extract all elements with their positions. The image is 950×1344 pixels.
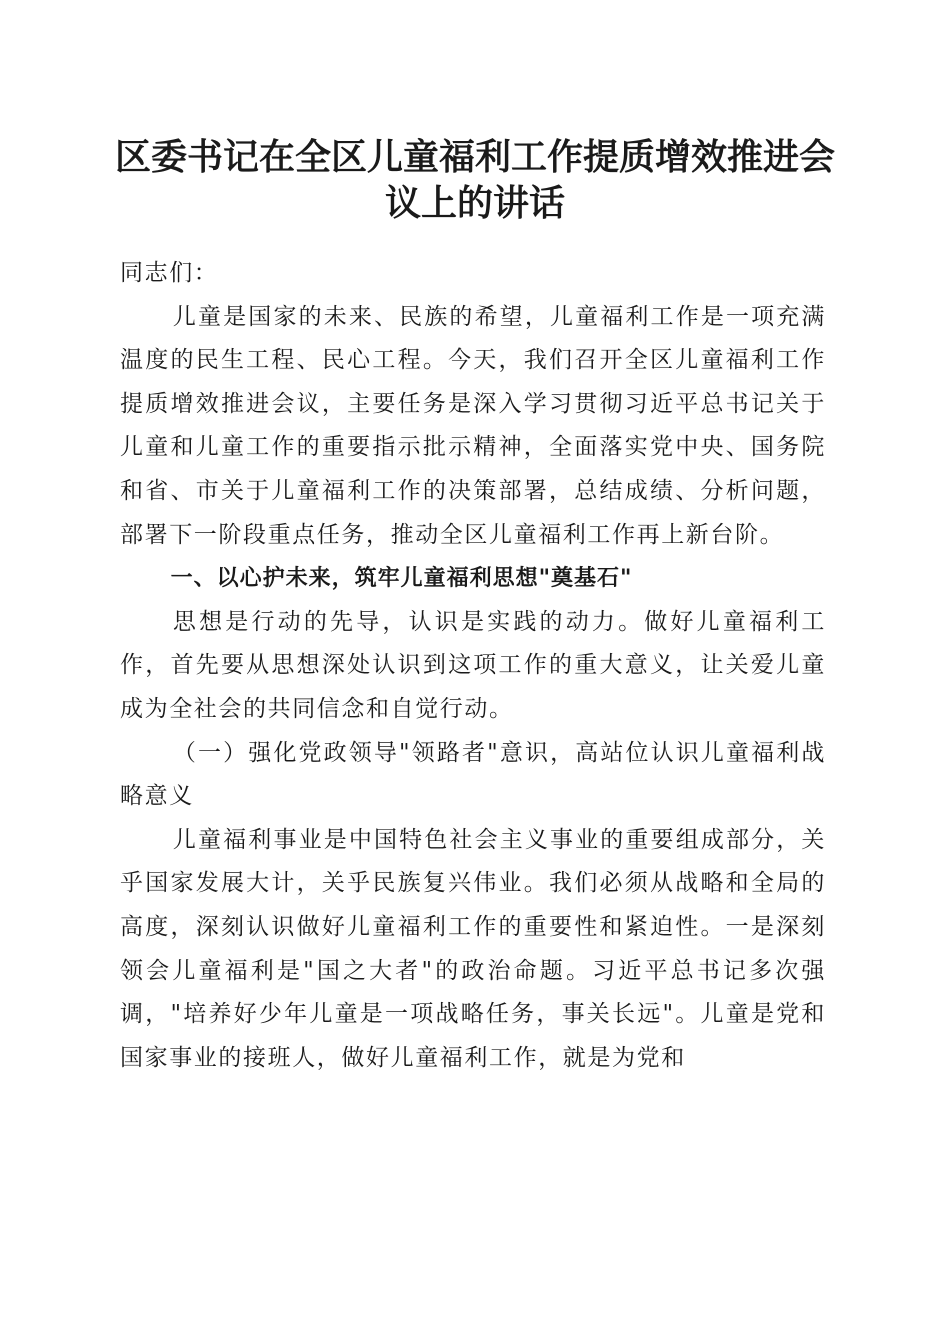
subsection-1-paragraph: 儿童福利事业是中国特色社会主义事业的重要组成部分，关乎国家发展大计，关乎民族复兴伟业。我们必须从战略和全局的高度，深刻认识做好儿童福利工作的重要性和紧迫性。一是深刻领会儿童福利是"国之大者"的政治命题。习近平总书记多次强调，"培养好少年儿童是一项战略任务，事关长远"。儿童是党和国家事业的接班人，做好儿童福利工作，就是为党和: [120, 826, 826, 1071]
section-1-paragraph: 思想是行动的先导，认识是实践的动力。做好儿童福利工作，首先要从思想深处认识到这项工作的重大意义，让关爱儿童成为全社会的共同信念和自觉行动。: [120, 608, 826, 722]
salutation: 同志们：: [120, 260, 219, 286]
subsection-heading-1: （一）强化党政领导"领路者"意识，高站位认识儿童福利战略意义: [120, 739, 826, 810]
section-heading-1: 一、以心护未来，筑牢儿童福利思想"奠基石": [170, 566, 633, 592]
document-body: [120, 252, 826, 1080]
intro-paragraph: 儿童是国家的未来、民族的希望，儿童福利工作是一项充满温度的民生工程、民心工程。今天，我们召开全区儿童福利工作提质增效推进会议，主要任务是深入学习贯彻习近平总书记关于儿童和儿童工作的重要指示批示精神，全面落实党中央、国务院和省、市关于儿童福利工作的决策部署，总结成绩、分析问题，部署下一阶段重点任务，推动全区儿童福利工作再上新台阶。: [120, 303, 826, 548]
document-title: 区委书记在全区儿童福利工作提质增效推进会议上的讲话: [114, 136, 835, 224]
